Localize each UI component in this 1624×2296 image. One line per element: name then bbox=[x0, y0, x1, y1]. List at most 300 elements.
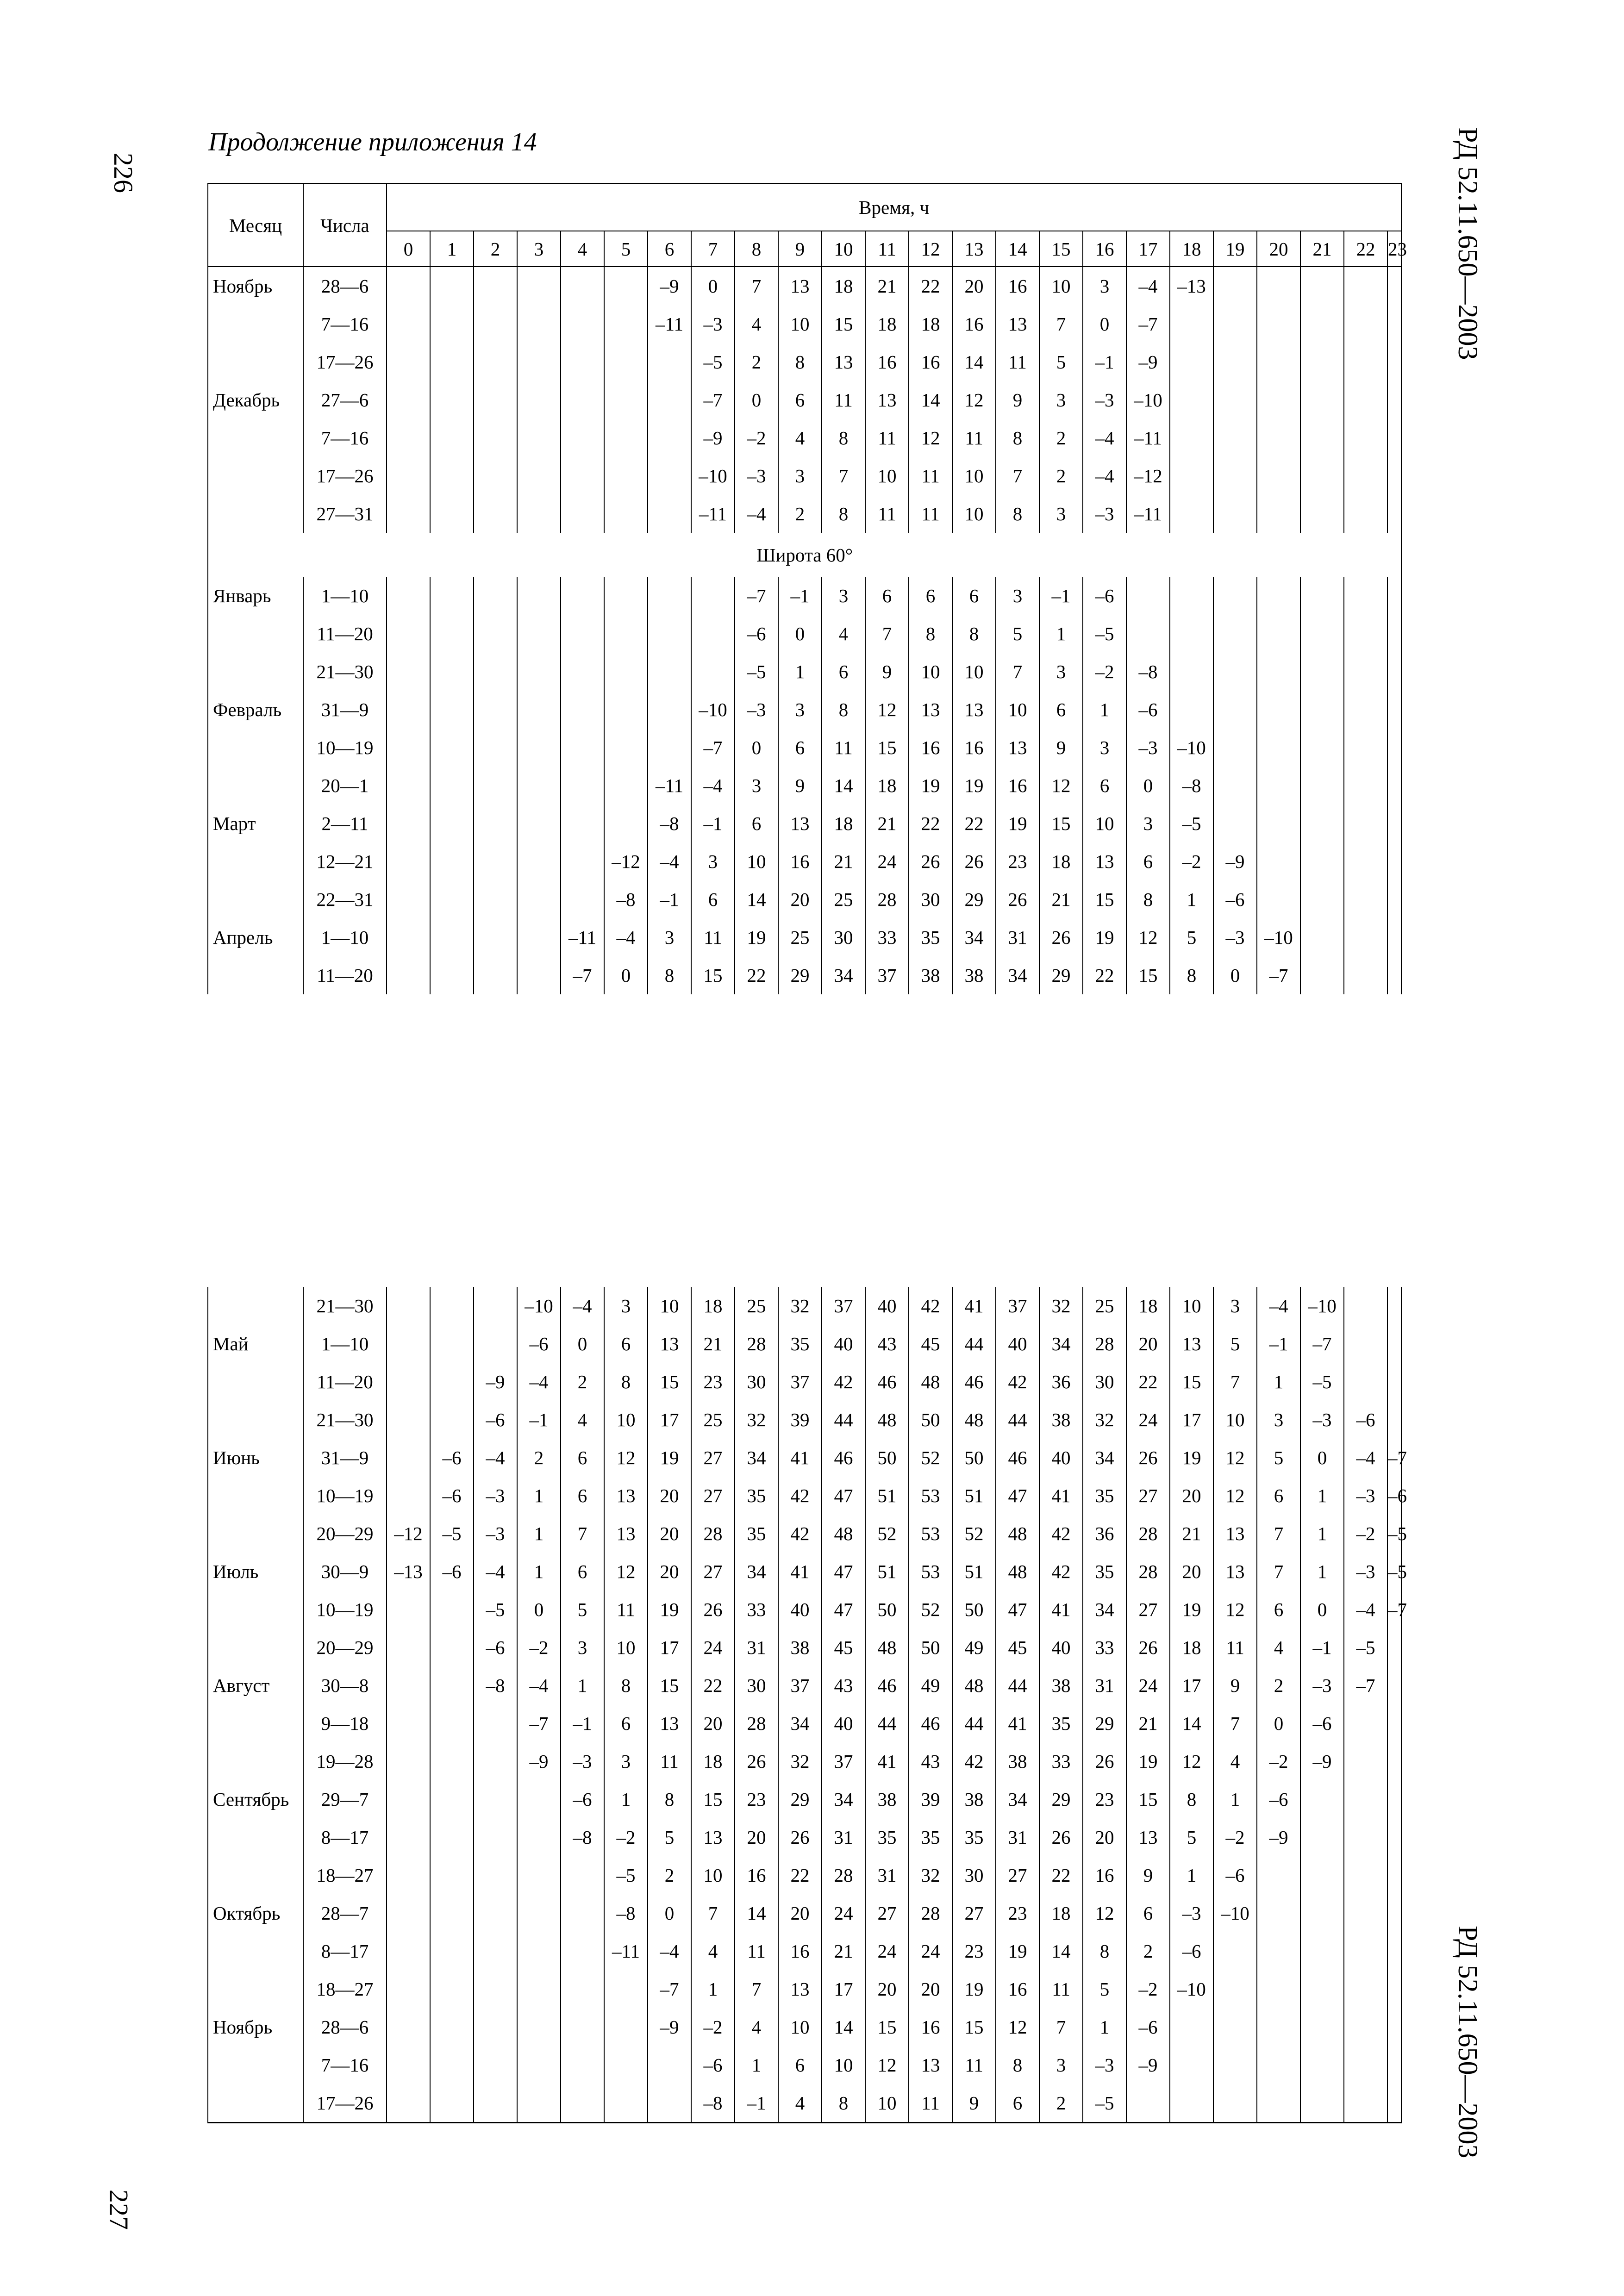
value-cell: 15 bbox=[865, 729, 909, 767]
header-month: Месяц bbox=[208, 184, 303, 267]
value-cell bbox=[430, 842, 474, 880]
value-cell bbox=[1344, 1970, 1387, 2008]
value-cell: –2 bbox=[691, 2008, 735, 2046]
value-cell: –3 bbox=[1083, 381, 1126, 419]
month-cell bbox=[208, 457, 303, 495]
value-cell bbox=[1387, 419, 1401, 457]
value-cell bbox=[648, 653, 691, 691]
value-cell: 13 bbox=[909, 691, 952, 729]
value-cell bbox=[561, 2046, 604, 2084]
value-cell bbox=[430, 729, 474, 767]
value-cell bbox=[517, 1894, 561, 1932]
value-cell bbox=[387, 343, 430, 381]
value-cell: 13 bbox=[1213, 1515, 1257, 1553]
dates-cell: 8—17 bbox=[303, 1932, 387, 1970]
value-cell bbox=[1257, 1970, 1300, 2008]
value-cell: 5 bbox=[1039, 343, 1083, 381]
dates-cell: 11—20 bbox=[303, 615, 387, 653]
value-cell: –12 bbox=[1126, 457, 1170, 495]
value-cell: 32 bbox=[1039, 1287, 1083, 1325]
value-cell: 3 bbox=[778, 457, 822, 495]
value-cell bbox=[1387, 1666, 1401, 1704]
value-cell: 0 bbox=[1300, 1439, 1344, 1477]
value-cell bbox=[1387, 305, 1401, 343]
value-cell: 8 bbox=[822, 419, 865, 457]
value-cell: 14 bbox=[1170, 1704, 1213, 1742]
value-cell bbox=[1300, 805, 1344, 842]
value-cell: 50 bbox=[909, 1401, 952, 1439]
value-cell: 16 bbox=[996, 267, 1039, 305]
month-cell: Сентябрь bbox=[208, 1780, 303, 1818]
value-cell: –7 bbox=[735, 577, 778, 615]
value-cell: 51 bbox=[865, 1553, 909, 1591]
value-cell: 10 bbox=[865, 2084, 909, 2123]
value-cell bbox=[474, 2008, 517, 2046]
value-cell: 33 bbox=[735, 1591, 778, 1628]
solar-table-bottom bbox=[207, 1287, 1407, 2123]
value-cell: 24 bbox=[909, 1932, 952, 1970]
value-cell: 9 bbox=[1039, 729, 1083, 767]
table-row bbox=[208, 267, 1401, 305]
value-cell: 20 bbox=[909, 1970, 952, 2008]
value-cell bbox=[517, 2008, 561, 2046]
value-cell bbox=[474, 1325, 517, 1363]
value-cell: 30 bbox=[735, 1363, 778, 1401]
value-cell: –3 bbox=[1170, 1894, 1213, 1932]
value-cell: 37 bbox=[778, 1363, 822, 1401]
hour-header-12: 12 bbox=[909, 231, 952, 267]
value-cell: 37 bbox=[822, 1742, 865, 1780]
value-cell: 7 bbox=[735, 1970, 778, 2008]
value-cell: 42 bbox=[952, 1742, 996, 1780]
value-cell: –13 bbox=[1170, 267, 1213, 305]
value-cell bbox=[517, 381, 561, 419]
value-cell: 12 bbox=[1083, 1894, 1126, 1932]
value-cell: –7 bbox=[1257, 956, 1300, 994]
value-cell: 19 bbox=[952, 767, 996, 805]
value-cell: –6 bbox=[1126, 2008, 1170, 2046]
value-cell: 4 bbox=[561, 1401, 604, 1439]
table-row bbox=[208, 1553, 1401, 1591]
dates-cell: 7—16 bbox=[303, 305, 387, 343]
value-cell: 18 bbox=[691, 1287, 735, 1325]
value-cell: 4 bbox=[1213, 1742, 1257, 1780]
value-cell: –8 bbox=[648, 805, 691, 842]
value-cell bbox=[1344, 2008, 1387, 2046]
value-cell: 1 bbox=[1083, 2008, 1126, 2046]
value-cell: 34 bbox=[952, 918, 996, 956]
dates-cell: 17—26 bbox=[303, 457, 387, 495]
value-cell bbox=[1387, 2084, 1401, 2123]
value-cell: 34 bbox=[996, 956, 1039, 994]
month-cell bbox=[208, 1818, 303, 1856]
value-cell bbox=[430, 1742, 474, 1780]
value-cell bbox=[1344, 1780, 1387, 1818]
dates-cell: 20—29 bbox=[303, 1628, 387, 1666]
value-cell bbox=[1213, 495, 1257, 533]
value-cell: 11 bbox=[691, 918, 735, 956]
value-cell: 18 bbox=[1126, 1287, 1170, 1325]
value-cell: 20 bbox=[648, 1515, 691, 1553]
value-cell: 41 bbox=[778, 1439, 822, 1477]
value-cell: 9 bbox=[952, 2084, 996, 2123]
value-cell: 1 bbox=[1300, 1515, 1344, 1553]
value-cell bbox=[1170, 495, 1213, 533]
value-cell: 11 bbox=[909, 495, 952, 533]
dates-cell: 11—20 bbox=[303, 956, 387, 994]
dates-cell: 28—6 bbox=[303, 267, 387, 305]
value-cell: 6 bbox=[1257, 1477, 1300, 1515]
month-cell bbox=[208, 1591, 303, 1628]
value-cell: –4 bbox=[648, 1932, 691, 1970]
value-cell bbox=[517, 305, 561, 343]
value-cell: 13 bbox=[691, 1818, 735, 1856]
value-cell: 18 bbox=[1170, 1628, 1213, 1666]
value-cell: 35 bbox=[865, 1818, 909, 1856]
value-cell bbox=[430, 767, 474, 805]
value-cell: 25 bbox=[735, 1287, 778, 1325]
month-cell bbox=[208, 1970, 303, 2008]
value-cell bbox=[474, 1932, 517, 1970]
value-cell: 34 bbox=[1083, 1439, 1126, 1477]
dates-cell: 1—10 bbox=[303, 577, 387, 615]
value-cell: 10 bbox=[822, 2046, 865, 2084]
value-cell: 26 bbox=[1083, 1742, 1126, 1780]
value-cell: 16 bbox=[735, 1856, 778, 1894]
value-cell: 7 bbox=[691, 1894, 735, 1932]
value-cell: 47 bbox=[996, 1477, 1039, 1515]
value-cell bbox=[1300, 842, 1344, 880]
value-cell: 53 bbox=[909, 1515, 952, 1553]
value-cell: 15 bbox=[822, 305, 865, 343]
value-cell bbox=[430, 1401, 474, 1439]
value-cell: 18 bbox=[691, 1742, 735, 1780]
value-cell bbox=[1300, 2084, 1344, 2123]
value-cell: 21 bbox=[865, 267, 909, 305]
value-cell bbox=[1213, 767, 1257, 805]
value-cell: –4 bbox=[517, 1666, 561, 1704]
value-cell: –9 bbox=[1213, 842, 1257, 880]
hour-header-8: 8 bbox=[735, 231, 778, 267]
dates-cell: 8—17 bbox=[303, 1818, 387, 1856]
value-cell bbox=[474, 2046, 517, 2084]
dates-cell: 21—30 bbox=[303, 1401, 387, 1439]
value-cell: 2 bbox=[1126, 1932, 1170, 1970]
value-cell: 22 bbox=[952, 805, 996, 842]
value-cell bbox=[387, 1401, 430, 1439]
value-cell: 14 bbox=[909, 381, 952, 419]
value-cell bbox=[1344, 729, 1387, 767]
value-cell: 53 bbox=[909, 1553, 952, 1591]
value-cell: 53 bbox=[909, 1477, 952, 1515]
value-cell bbox=[430, 880, 474, 918]
value-cell: 19 bbox=[996, 805, 1039, 842]
value-cell: 40 bbox=[822, 1704, 865, 1742]
value-cell bbox=[517, 805, 561, 842]
value-cell: –3 bbox=[1126, 729, 1170, 767]
value-cell: –6 bbox=[1213, 1856, 1257, 1894]
dates-cell: 30—8 bbox=[303, 1666, 387, 1704]
value-cell bbox=[648, 2084, 691, 2123]
value-cell bbox=[1300, 729, 1344, 767]
value-cell: 40 bbox=[1039, 1628, 1083, 1666]
value-cell: 1 bbox=[1083, 691, 1126, 729]
value-cell: –1 bbox=[1039, 577, 1083, 615]
hour-header-7: 7 bbox=[691, 231, 735, 267]
value-cell: 17 bbox=[648, 1628, 691, 1666]
value-cell: –7 bbox=[691, 729, 735, 767]
value-cell: 8 bbox=[822, 691, 865, 729]
value-cell: 20 bbox=[691, 1704, 735, 1742]
value-cell: 31 bbox=[1083, 1666, 1126, 1704]
value-cell: 6 bbox=[822, 653, 865, 691]
value-cell bbox=[430, 2008, 474, 2046]
value-cell: 1 bbox=[517, 1515, 561, 1553]
value-cell: 2 bbox=[517, 1439, 561, 1477]
value-cell bbox=[648, 381, 691, 419]
value-cell bbox=[604, 729, 648, 767]
value-cell: 50 bbox=[865, 1439, 909, 1477]
value-cell bbox=[430, 1704, 474, 1742]
value-cell bbox=[1387, 2046, 1401, 2084]
value-cell bbox=[1257, 767, 1300, 805]
value-cell: 1 bbox=[778, 653, 822, 691]
value-cell bbox=[430, 1591, 474, 1628]
dates-cell: 30—9 bbox=[303, 1553, 387, 1591]
table-row bbox=[208, 1628, 1401, 1666]
value-cell bbox=[1170, 2008, 1213, 2046]
value-cell: 13 bbox=[1170, 1325, 1213, 1363]
month-cell bbox=[208, 343, 303, 381]
month-cell: Январь bbox=[208, 577, 303, 615]
value-cell: –3 bbox=[561, 1742, 604, 1780]
value-cell: 27 bbox=[691, 1553, 735, 1591]
value-cell bbox=[387, 1932, 430, 1970]
value-cell: 13 bbox=[1126, 1818, 1170, 1856]
value-cell: 2 bbox=[561, 1363, 604, 1401]
month-cell bbox=[208, 1742, 303, 1780]
value-cell: 32 bbox=[778, 1287, 822, 1325]
value-cell: 1 bbox=[604, 1780, 648, 1818]
value-cell bbox=[1170, 2046, 1213, 2084]
value-cell: 1 bbox=[691, 1970, 735, 2008]
value-cell: 12 bbox=[1213, 1591, 1257, 1628]
value-cell: 25 bbox=[822, 880, 865, 918]
value-cell bbox=[430, 1970, 474, 2008]
value-cell: 32 bbox=[778, 1742, 822, 1780]
value-cell: 47 bbox=[822, 1477, 865, 1515]
value-cell: 18 bbox=[1039, 1894, 1083, 1932]
value-cell: –10 bbox=[1213, 1894, 1257, 1932]
value-cell: –3 bbox=[1083, 2046, 1126, 2084]
value-cell: 21 bbox=[1126, 1704, 1170, 1742]
value-cell bbox=[604, 653, 648, 691]
value-cell: –5 bbox=[604, 1856, 648, 1894]
value-cell: 48 bbox=[952, 1666, 996, 1704]
value-cell bbox=[604, 381, 648, 419]
value-cell: 21 bbox=[822, 842, 865, 880]
value-cell: 6 bbox=[952, 577, 996, 615]
dates-cell: 17—26 bbox=[303, 2084, 387, 2123]
value-cell bbox=[604, 691, 648, 729]
value-cell: –9 bbox=[474, 1363, 517, 1401]
value-cell: 37 bbox=[996, 1287, 1039, 1325]
value-cell bbox=[517, 918, 561, 956]
value-cell: 41 bbox=[996, 1704, 1039, 1742]
value-cell bbox=[1344, 918, 1387, 956]
value-cell: 10 bbox=[735, 842, 778, 880]
header-dates: Числа bbox=[303, 184, 387, 267]
value-cell: 35 bbox=[778, 1325, 822, 1363]
value-cell: 32 bbox=[735, 1401, 778, 1439]
value-cell: 35 bbox=[735, 1477, 778, 1515]
dates-cell: 28—7 bbox=[303, 1894, 387, 1932]
hour-header-22: 22 bbox=[1344, 231, 1387, 267]
dates-cell: 18—27 bbox=[303, 1970, 387, 2008]
value-cell bbox=[1300, 305, 1344, 343]
value-cell bbox=[1387, 1742, 1401, 1780]
value-cell: 15 bbox=[952, 2008, 996, 2046]
value-cell: 33 bbox=[1083, 1628, 1126, 1666]
value-cell: 3 bbox=[1039, 495, 1083, 533]
value-cell bbox=[561, 495, 604, 533]
value-cell bbox=[1387, 495, 1401, 533]
value-cell bbox=[1170, 419, 1213, 457]
hour-header-2: 2 bbox=[474, 231, 517, 267]
value-cell bbox=[430, 1666, 474, 1704]
value-cell bbox=[430, 956, 474, 994]
value-cell: –4 bbox=[474, 1553, 517, 1591]
value-cell: 10 bbox=[1039, 267, 1083, 305]
value-cell: 52 bbox=[952, 1515, 996, 1553]
table-row bbox=[208, 305, 1401, 343]
latitude-label: Широта 60° bbox=[208, 533, 1401, 577]
value-cell bbox=[474, 2084, 517, 2123]
value-cell: 5 bbox=[1170, 918, 1213, 956]
value-cell: –4 bbox=[561, 1287, 604, 1325]
value-cell: 5 bbox=[1083, 1970, 1126, 2008]
value-cell bbox=[1300, 1932, 1344, 1970]
value-cell: 1 bbox=[1170, 1856, 1213, 1894]
value-cell: 43 bbox=[909, 1742, 952, 1780]
value-cell bbox=[1387, 956, 1401, 994]
value-cell bbox=[517, 880, 561, 918]
value-cell bbox=[1387, 842, 1401, 880]
value-cell bbox=[1344, 1325, 1387, 1363]
value-cell: 15 bbox=[1083, 880, 1126, 918]
value-cell bbox=[1170, 457, 1213, 495]
value-cell: 6 bbox=[909, 577, 952, 615]
value-cell: –7 bbox=[1126, 305, 1170, 343]
hour-header-14: 14 bbox=[996, 231, 1039, 267]
value-cell bbox=[517, 1970, 561, 2008]
table-row bbox=[208, 419, 1401, 457]
value-cell: 47 bbox=[822, 1591, 865, 1628]
value-cell bbox=[387, 2046, 430, 2084]
value-cell bbox=[474, 842, 517, 880]
value-cell bbox=[387, 1780, 430, 1818]
value-cell: 50 bbox=[909, 1628, 952, 1666]
value-cell bbox=[1300, 691, 1344, 729]
month-cell bbox=[208, 1856, 303, 1894]
table-row bbox=[208, 1477, 1401, 1515]
value-cell: –1 bbox=[691, 805, 735, 842]
value-cell: –8 bbox=[1170, 767, 1213, 805]
value-cell: 26 bbox=[1039, 1818, 1083, 1856]
value-cell bbox=[1387, 729, 1401, 767]
value-cell bbox=[1387, 577, 1401, 615]
value-cell bbox=[1170, 577, 1213, 615]
value-cell bbox=[1126, 577, 1170, 615]
value-cell bbox=[430, 691, 474, 729]
value-cell: 6 bbox=[996, 2084, 1039, 2123]
value-cell bbox=[648, 577, 691, 615]
value-cell: 42 bbox=[778, 1477, 822, 1515]
value-cell: 27 bbox=[952, 1894, 996, 1932]
month-cell: Март bbox=[208, 805, 303, 842]
value-cell: 48 bbox=[822, 1515, 865, 1553]
value-cell bbox=[387, 305, 430, 343]
value-cell bbox=[517, 842, 561, 880]
value-cell bbox=[1387, 653, 1401, 691]
value-cell bbox=[387, 495, 430, 533]
value-cell bbox=[1213, 729, 1257, 767]
value-cell: 3 bbox=[1039, 2046, 1083, 2084]
value-cell: 6 bbox=[1257, 1591, 1300, 1628]
value-cell: 15 bbox=[648, 1363, 691, 1401]
value-cell: –11 bbox=[648, 767, 691, 805]
value-cell bbox=[387, 1742, 430, 1780]
value-cell: 23 bbox=[1083, 1780, 1126, 1818]
value-cell bbox=[387, 1818, 430, 1856]
value-cell: 8 bbox=[1126, 880, 1170, 918]
value-cell bbox=[648, 2046, 691, 2084]
value-cell: –2 bbox=[1344, 1515, 1387, 1553]
value-cell bbox=[1213, 1970, 1257, 2008]
value-cell: 41 bbox=[952, 1287, 996, 1325]
value-cell: –5 bbox=[1083, 2084, 1126, 2123]
dates-cell: 10—19 bbox=[303, 1477, 387, 1515]
value-cell bbox=[561, 2084, 604, 2123]
month-cell bbox=[208, 495, 303, 533]
value-cell bbox=[604, 267, 648, 305]
value-cell bbox=[1344, 457, 1387, 495]
value-cell bbox=[1257, 343, 1300, 381]
value-cell bbox=[1257, 729, 1300, 767]
value-cell bbox=[430, 1325, 474, 1363]
value-cell: –5 bbox=[1387, 1553, 1401, 1591]
hour-header-1: 1 bbox=[430, 231, 474, 267]
value-cell: –2 bbox=[1257, 1742, 1300, 1780]
value-cell: 20 bbox=[778, 880, 822, 918]
value-cell bbox=[517, 2084, 561, 2123]
value-cell bbox=[1344, 381, 1387, 419]
value-cell bbox=[1344, 1287, 1387, 1325]
value-cell bbox=[1213, 691, 1257, 729]
value-cell bbox=[1170, 305, 1213, 343]
table-row bbox=[208, 1401, 1401, 1439]
value-cell bbox=[604, 615, 648, 653]
value-cell: 14 bbox=[822, 767, 865, 805]
value-cell: 12 bbox=[1170, 1742, 1213, 1780]
value-cell bbox=[561, 1894, 604, 1932]
value-cell: 14 bbox=[735, 880, 778, 918]
value-cell: –8 bbox=[604, 1894, 648, 1932]
value-cell: 23 bbox=[996, 842, 1039, 880]
value-cell bbox=[474, 805, 517, 842]
value-cell bbox=[1170, 381, 1213, 419]
value-cell: –11 bbox=[648, 305, 691, 343]
